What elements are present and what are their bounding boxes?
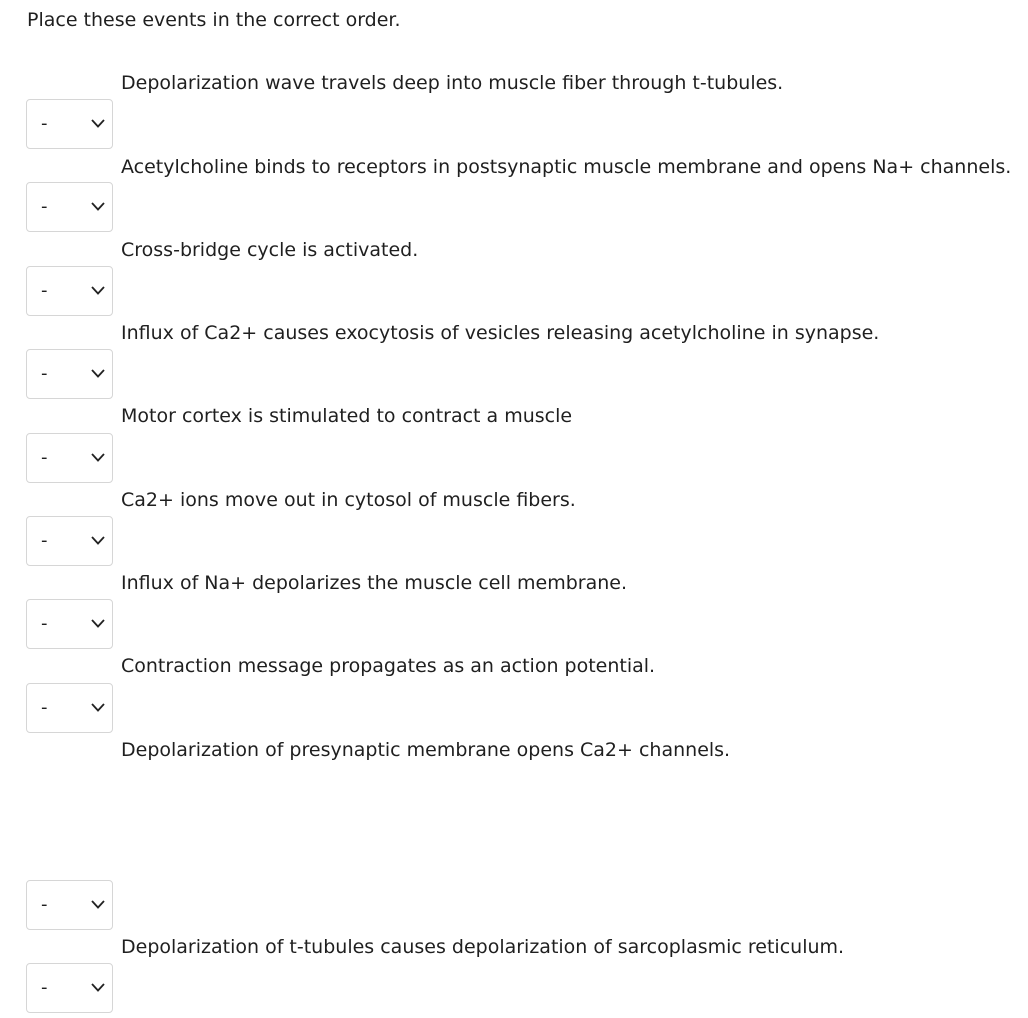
event-text: Acetylcholine binds to receptors in postsynaptic muscle membrane and opens Na+ channels. xyxy=(121,156,1012,178)
chevron-down-icon xyxy=(91,983,105,992)
order-select-value: - xyxy=(41,280,48,301)
order-select-value: - xyxy=(41,697,48,718)
order-select[interactable] xyxy=(26,99,113,149)
question-prompt: Place these events in the correct order. xyxy=(27,9,401,31)
order-select[interactable] xyxy=(26,963,113,1013)
order-select-value: - xyxy=(41,977,48,998)
order-select[interactable] xyxy=(26,266,113,316)
chevron-down-icon xyxy=(91,900,105,909)
chevron-down-icon xyxy=(91,453,105,462)
event-text: Depolarization wave travels deep into muscle fiber through t-tubules. xyxy=(121,72,784,94)
order-select-value: - xyxy=(41,196,48,217)
event-text: Depolarization of t-tubules causes depolarization of sarcoplasmic reticulum. xyxy=(121,936,845,958)
event-text: Ca2+ ions move out in cytosol of muscle fibers. xyxy=(121,489,576,511)
event-text: Influx of Na+ depolarizes the muscle cell membrane. xyxy=(121,572,628,594)
order-select-value: - xyxy=(41,613,48,634)
chevron-down-icon xyxy=(91,703,105,712)
chevron-down-icon xyxy=(91,119,105,128)
order-select-value: - xyxy=(41,894,48,915)
order-select-value: - xyxy=(41,447,48,468)
event-text: Cross-bridge cycle is activated. xyxy=(121,239,419,261)
order-select-value: - xyxy=(41,363,48,384)
event-text: Contraction message propagates as an action potential. xyxy=(121,655,656,677)
chevron-down-icon xyxy=(91,619,105,628)
order-select[interactable] xyxy=(26,516,113,566)
order-select[interactable] xyxy=(26,599,113,649)
order-select[interactable] xyxy=(26,683,113,733)
event-text: Motor cortex is stimulated to contract a muscle xyxy=(121,405,573,427)
chevron-down-icon xyxy=(91,369,105,378)
event-text: Depolarization of presynaptic membrane opens Ca2+ channels. xyxy=(121,739,731,761)
chevron-down-icon xyxy=(91,286,105,295)
order-select-value: - xyxy=(41,113,48,134)
order-select[interactable] xyxy=(26,349,113,399)
order-select[interactable] xyxy=(26,880,113,930)
order-select-value: - xyxy=(41,530,48,551)
chevron-down-icon xyxy=(91,202,105,211)
event-text: Influx of Ca2+ causes exocytosis of vesicles releasing acetylcholine in synapse. xyxy=(121,322,880,344)
order-select[interactable] xyxy=(26,182,113,232)
order-select[interactable] xyxy=(26,433,113,483)
chevron-down-icon xyxy=(91,536,105,545)
